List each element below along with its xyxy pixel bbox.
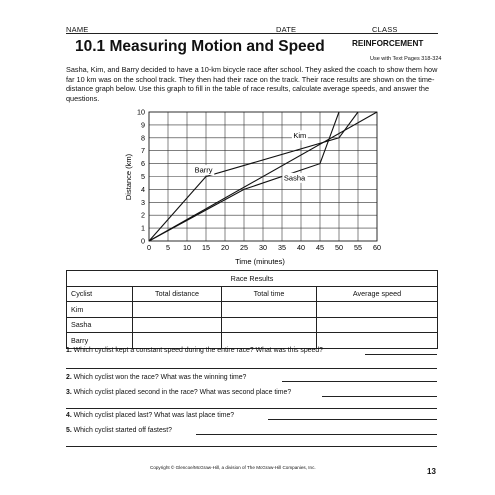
x-tick-label: 50 bbox=[335, 243, 343, 252]
x-tick-label: 35 bbox=[278, 243, 286, 252]
y-tick-label: 4 bbox=[141, 184, 145, 194]
question-4: 4. Which cyclist placed last? What was last place time? bbox=[66, 412, 235, 419]
answer-line[interactable] bbox=[66, 446, 437, 447]
table-row bbox=[67, 333, 438, 349]
y-tick-label: 6 bbox=[141, 159, 145, 169]
y-tick-label: 5 bbox=[141, 172, 145, 181]
chart-ticks bbox=[137, 108, 381, 253]
name-label: NAME bbox=[66, 25, 89, 34]
answer-cell[interactable] bbox=[133, 333, 222, 349]
question-1: 1. Which cyclist kept a constant speed during the entire race? What was this speed? bbox=[66, 347, 324, 354]
answer-cell[interactable] bbox=[222, 317, 317, 333]
col-average-speed: Average speed bbox=[317, 286, 438, 302]
series-label-kim: Kim bbox=[293, 130, 307, 140]
chart-series-labels bbox=[193, 130, 308, 183]
x-tick-label: 0 bbox=[147, 243, 151, 252]
x-tick-label: 45 bbox=[316, 243, 324, 252]
x-tick-label: 10 bbox=[183, 243, 191, 252]
y-tick-label: 1 bbox=[141, 223, 145, 233]
x-tick-label: 15 bbox=[202, 243, 210, 252]
x-tick-label: 25 bbox=[240, 243, 248, 252]
answer-cell[interactable] bbox=[317, 333, 438, 349]
x-tick-label: 55 bbox=[354, 243, 362, 252]
y-tick-label: 9 bbox=[141, 120, 145, 130]
answer-cell[interactable] bbox=[133, 317, 222, 333]
date-label: DATE bbox=[276, 25, 297, 34]
y-tick-label: 2 bbox=[141, 210, 145, 220]
row-cyclist-barry: Barry bbox=[67, 333, 133, 349]
y-tick-label: 7 bbox=[141, 146, 145, 156]
answer-line[interactable] bbox=[322, 396, 437, 397]
y-tick-label: 8 bbox=[141, 133, 145, 143]
answer-cell[interactable] bbox=[222, 302, 317, 318]
series-label-sasha: Sasha bbox=[283, 173, 306, 183]
x-tick-label: 20 bbox=[221, 243, 229, 252]
y-tick-label: 3 bbox=[141, 197, 145, 207]
series-label-barry: Barry bbox=[194, 165, 213, 175]
row-cyclist-kim: Kim bbox=[67, 302, 133, 318]
y-tick-label: 10 bbox=[137, 107, 145, 117]
y-axis-label: Distance (km) bbox=[124, 153, 133, 201]
answer-line[interactable] bbox=[196, 434, 437, 435]
page-title: 10.1 Measuring Motion and Speed bbox=[75, 38, 325, 55]
use-with-note: Use with Text Pages 318-324 bbox=[370, 56, 442, 62]
x-axis-label: Time (minutes) bbox=[235, 257, 285, 266]
reinforcement-tag: REINFORCEMENT bbox=[352, 39, 424, 48]
col-cyclist: Cyclist bbox=[67, 286, 133, 302]
page-number: 13 bbox=[427, 467, 436, 476]
race-results-table bbox=[66, 270, 438, 349]
question-5: 5. Which cyclist started off fastest? bbox=[66, 427, 172, 434]
question-2: 2. Which cyclist won the race? What was the winning time? bbox=[66, 374, 247, 381]
answer-cell[interactable] bbox=[317, 317, 438, 333]
table-row bbox=[67, 317, 438, 333]
answer-line[interactable] bbox=[66, 368, 437, 369]
x-tick-label: 60 bbox=[373, 243, 381, 252]
y-tick-label: 0 bbox=[141, 236, 145, 246]
col-total-distance: Total distance bbox=[133, 286, 222, 302]
class-label: CLASS bbox=[372, 25, 398, 34]
col-total-time: Total time bbox=[222, 286, 317, 302]
answer-line[interactable] bbox=[66, 408, 437, 409]
answer-cell[interactable] bbox=[317, 302, 438, 318]
answer-line[interactable] bbox=[282, 381, 437, 382]
table-row bbox=[67, 302, 438, 318]
x-tick-label: 30 bbox=[259, 243, 267, 252]
answer-line[interactable] bbox=[268, 419, 437, 420]
question-3: 3. Which cyclist placed second in the race? What was second place time? bbox=[66, 389, 292, 396]
table-title: Race Results bbox=[67, 271, 438, 287]
x-tick-label: 40 bbox=[297, 243, 305, 252]
answer-line[interactable] bbox=[365, 354, 437, 355]
answer-cell[interactable] bbox=[133, 302, 222, 318]
row-cyclist-sasha: Sasha bbox=[67, 317, 133, 333]
x-tick-label: 5 bbox=[166, 243, 170, 252]
answer-cell[interactable] bbox=[222, 333, 317, 349]
copyright-notice: Copyright © Glencoe/McGraw-Hill, a division of The McGraw-Hill Companies, Inc. bbox=[150, 465, 316, 470]
intro-paragraph: Sasha, Kim, and Barry decided to have a 10-km bicycle race after school. They asked the coach to show them how far 10 km was on the school track. They then had their race on the track. Their race results are shown on the time-distance graph below. Use this graph to fill in the table of race results, calculate average speeds, and answer the questions. bbox=[66, 65, 438, 103]
